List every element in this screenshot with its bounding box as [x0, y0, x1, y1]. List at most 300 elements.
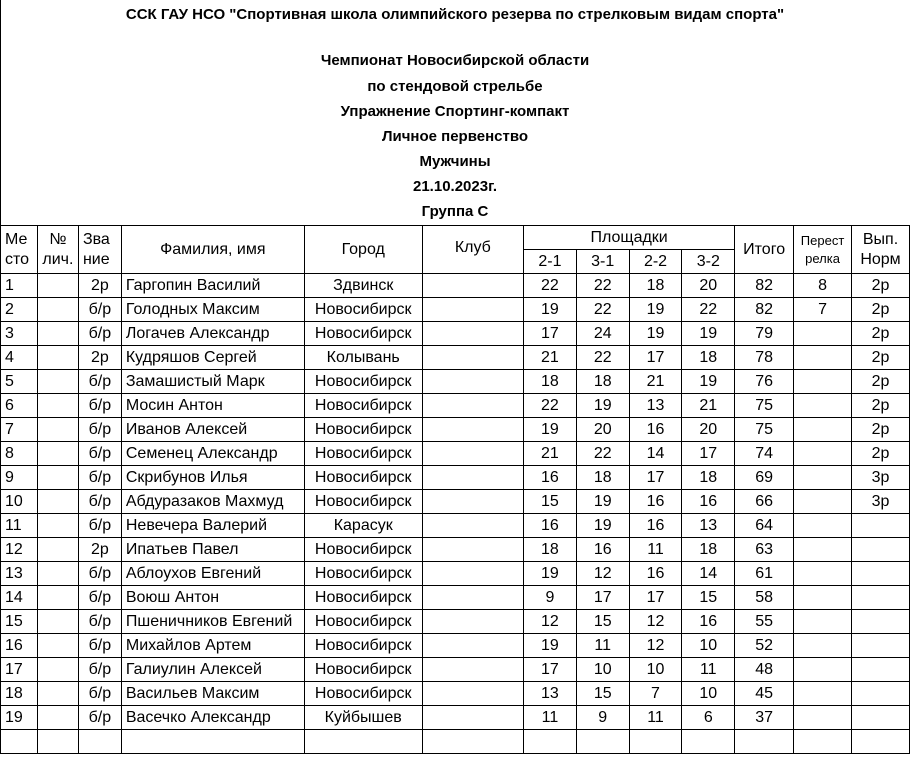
cell-station-2-1: 17: [524, 658, 577, 682]
cell-norm: [852, 562, 910, 586]
cell-number: [37, 274, 78, 298]
cell-total: 63: [735, 538, 794, 562]
cell-station-3-2: 10: [682, 682, 735, 706]
cell-rank: 2р: [78, 346, 121, 370]
cell-station-2-1: 19: [524, 634, 577, 658]
cell-shootoff: [794, 586, 852, 610]
cell-rank: б/р: [78, 586, 121, 610]
cell-station-2-2: 17: [629, 586, 682, 610]
cell-shootoff: [794, 682, 852, 706]
cell-total: 69: [735, 466, 794, 490]
results-table: [0, 225, 910, 754]
cell-name: Абдуразаков Махмуд: [121, 490, 304, 514]
cell-total: 75: [735, 418, 794, 442]
cell-shootoff: [794, 634, 852, 658]
cell-total: 52: [735, 634, 794, 658]
cell-total: 75: [735, 394, 794, 418]
cell-station-2-1: 16: [524, 466, 577, 490]
cell-station-3-2: 11: [682, 658, 735, 682]
cell-rank: 2р: [78, 274, 121, 298]
cell-station-3-1: 20: [576, 418, 629, 442]
cell-number: [37, 370, 78, 394]
cell-station-3-2: 13: [682, 514, 735, 538]
cell-club: [422, 322, 523, 346]
cell-station-2-1: 19: [524, 562, 577, 586]
cell-place: 8: [1, 442, 38, 466]
cell-name: Скрибунов Илья: [121, 466, 304, 490]
cell-total: 78: [735, 346, 794, 370]
cell-station-3-1: 19: [576, 490, 629, 514]
cell-station-3-2: 22: [682, 298, 735, 322]
cell-club: [422, 682, 523, 706]
cell-station-2-1: 16: [524, 514, 577, 538]
cell-norm: 3р: [852, 490, 910, 514]
cell-shootoff: [794, 514, 852, 538]
cell-station-2-2: 16: [629, 562, 682, 586]
cell-station-2-2: 7: [629, 682, 682, 706]
cell-station-2-1: 22: [524, 394, 577, 418]
cell-place: 10: [1, 490, 38, 514]
cell-total: 74: [735, 442, 794, 466]
cell-club: [422, 730, 523, 754]
cell-station-3-1: 15: [576, 610, 629, 634]
col-station-3-2: 3-2: [682, 250, 735, 274]
cell-shootoff: [794, 394, 852, 418]
cell-name: Воюш Антон: [121, 586, 304, 610]
cell-station-2-1: [524, 730, 577, 754]
cell-station-3-1: 22: [576, 442, 629, 466]
cell-station-2-1: 17: [524, 322, 577, 346]
cell-station-3-2: 14: [682, 562, 735, 586]
cell-name: Васечко Александр: [121, 706, 304, 730]
cell-station-3-1: 15: [576, 682, 629, 706]
col-number: № лич.: [37, 226, 78, 274]
cell-station-2-2: 12: [629, 634, 682, 658]
cell-place: 11: [1, 514, 38, 538]
cell-rank: 2р: [78, 538, 121, 562]
cell-name: Пшеничников Евгений: [121, 610, 304, 634]
cell-station-3-1: 19: [576, 394, 629, 418]
cell-station-3-1: 18: [576, 466, 629, 490]
cell-number: [37, 682, 78, 706]
cell-station-3-1: 10: [576, 658, 629, 682]
cell-place: 13: [1, 562, 38, 586]
cell-station-3-1: 9: [576, 706, 629, 730]
cell-rank: б/р: [78, 658, 121, 682]
cell-number: [37, 442, 78, 466]
cell-rank: б/р: [78, 466, 121, 490]
cell-name: Аблоухов Евгений: [121, 562, 304, 586]
cell-rank: б/р: [78, 562, 121, 586]
cell-norm: [852, 610, 910, 634]
cell-total: 79: [735, 322, 794, 346]
cell-shootoff: [794, 418, 852, 442]
cell-norm: 2р: [852, 442, 910, 466]
cell-station-2-1: 18: [524, 370, 577, 394]
competition-title-line2: по стендовой стрельбе: [367, 78, 543, 95]
cell-station-3-2: 18: [682, 466, 735, 490]
cell-number: [37, 730, 78, 754]
cell-city: Новосибирск: [304, 634, 422, 658]
cell-number: [37, 658, 78, 682]
cell-place: 6: [1, 394, 38, 418]
cell-city: Карасук: [304, 514, 422, 538]
cell-station-2-2: 16: [629, 490, 682, 514]
cell-club: [422, 538, 523, 562]
cell-station-2-2: 17: [629, 346, 682, 370]
cell-station-3-1: [576, 730, 629, 754]
cell-city: Новосибирск: [304, 394, 422, 418]
cell-city: Колывань: [304, 346, 422, 370]
table-row: [1, 682, 910, 706]
col-stations: Площадки: [524, 226, 735, 250]
cell-station-2-1: 12: [524, 610, 577, 634]
table-row: [1, 658, 910, 682]
cell-number: [37, 418, 78, 442]
cell-total: 76: [735, 370, 794, 394]
cell-rank: б/р: [78, 706, 121, 730]
cell-station-2-1: 13: [524, 682, 577, 706]
cell-station-3-1: 11: [576, 634, 629, 658]
table-row: [1, 730, 910, 754]
cell-total: 82: [735, 298, 794, 322]
cell-club: [422, 274, 523, 298]
cell-norm: [852, 634, 910, 658]
cell-norm: 3р: [852, 466, 910, 490]
cell-station-2-1: 19: [524, 298, 577, 322]
cell-name: Невечера Валерий: [121, 514, 304, 538]
cell-station-3-2: 18: [682, 346, 735, 370]
cell-number: [37, 634, 78, 658]
cell-station-2-2: 18: [629, 274, 682, 298]
table-row: [1, 346, 910, 370]
cell-total: 55: [735, 610, 794, 634]
table-row: [1, 466, 910, 490]
cell-rank: б/р: [78, 514, 121, 538]
group-title: Группа С: [421, 203, 489, 220]
cell-station-2-2: 19: [629, 322, 682, 346]
table-row: [1, 586, 910, 610]
cell-station-3-1: 17: [576, 586, 629, 610]
table-row: [1, 610, 910, 634]
cell-name: Васильев Максим: [121, 682, 304, 706]
cell-shootoff: 7: [794, 298, 852, 322]
cell-place: [1, 730, 38, 754]
cell-shootoff: [794, 538, 852, 562]
cell-shootoff: [794, 658, 852, 682]
cell-station-3-2: 19: [682, 370, 735, 394]
exercise-title: Упражнение Спортинг-компакт: [340, 103, 570, 120]
cell-name: Гаргопин Василий: [121, 274, 304, 298]
cell-city: [304, 730, 422, 754]
cell-station-2-2: [629, 730, 682, 754]
table-row: [1, 274, 910, 298]
cell-norm: [852, 586, 910, 610]
cell-club: [422, 442, 523, 466]
cell-total: 45: [735, 682, 794, 706]
cell-place: 4: [1, 346, 38, 370]
cell-station-3-2: 16: [682, 490, 735, 514]
table-row: [1, 490, 910, 514]
cell-station-3-1: 22: [576, 274, 629, 298]
cell-number: [37, 490, 78, 514]
cell-norm: [852, 658, 910, 682]
table-row: [1, 322, 910, 346]
cell-station-2-2: 16: [629, 418, 682, 442]
cell-station-2-1: 22: [524, 274, 577, 298]
cell-name: Семенец Александр: [121, 442, 304, 466]
cell-station-3-2: [682, 730, 735, 754]
cell-norm: 2р: [852, 274, 910, 298]
col-station-2-1: 2-1: [524, 250, 577, 274]
cell-number: [37, 586, 78, 610]
organization-title: ССК ГАУ НСО "Спортивная школа олимпийского резерва по стрелковым видам спорта": [125, 6, 785, 23]
cell-norm: 2р: [852, 370, 910, 394]
cell-station-2-2: 13: [629, 394, 682, 418]
cell-name: Замашистый Марк: [121, 370, 304, 394]
cell-shootoff: [794, 706, 852, 730]
cell-station-2-2: 19: [629, 298, 682, 322]
competition-title-line1: Чемпионат Новосибирской области: [320, 52, 590, 69]
cell-rank: [78, 730, 121, 754]
cell-club: [422, 466, 523, 490]
cell-norm: 2р: [852, 394, 910, 418]
col-station-2-2: 2-2: [629, 250, 682, 274]
cell-station-2-2: 17: [629, 466, 682, 490]
cell-station-3-2: 16: [682, 610, 735, 634]
cell-station-2-2: 11: [629, 538, 682, 562]
cell-total: 82: [735, 274, 794, 298]
cell-number: [37, 610, 78, 634]
col-name: Фамилия, имя: [121, 226, 304, 274]
table-row: [1, 706, 910, 730]
cell-rank: б/р: [78, 634, 121, 658]
cell-shootoff: [794, 466, 852, 490]
cell-city: Новосибирск: [304, 418, 422, 442]
cell-rank: б/р: [78, 322, 121, 346]
cell-norm: 2р: [852, 298, 910, 322]
cell-shootoff: 8: [794, 274, 852, 298]
cell-club: [422, 346, 523, 370]
cell-station-3-2: 6: [682, 706, 735, 730]
cell-name: Логачев Александр: [121, 322, 304, 346]
cell-number: [37, 322, 78, 346]
col-total: Итого: [735, 226, 794, 274]
table-row: [1, 298, 910, 322]
cell-club: [422, 514, 523, 538]
table-row: [1, 562, 910, 586]
table-row: [1, 634, 910, 658]
cell-place: 3: [1, 322, 38, 346]
cell-city: Новосибирск: [304, 370, 422, 394]
cell-club: [422, 490, 523, 514]
cell-shootoff: [794, 490, 852, 514]
cell-club: [422, 562, 523, 586]
cell-place: 16: [1, 634, 38, 658]
cell-station-3-1: 12: [576, 562, 629, 586]
cell-station-2-2: 12: [629, 610, 682, 634]
cell-city: Новосибирск: [304, 682, 422, 706]
cell-station-3-1: 22: [576, 346, 629, 370]
cell-place: 5: [1, 370, 38, 394]
cell-name: Ипатьев Павел: [121, 538, 304, 562]
cell-club: [422, 610, 523, 634]
cell-shootoff: [794, 610, 852, 634]
cell-norm: [852, 706, 910, 730]
cell-shootoff: [794, 322, 852, 346]
cell-shootoff: [794, 442, 852, 466]
cell-place: 2: [1, 298, 38, 322]
cell-norm: 2р: [852, 346, 910, 370]
cell-place: 18: [1, 682, 38, 706]
cell-station-3-1: 22: [576, 298, 629, 322]
table-row: [1, 370, 910, 394]
cell-name: Иванов Алексей: [121, 418, 304, 442]
cell-city: Здвинск: [304, 274, 422, 298]
cell-city: Новосибирск: [304, 562, 422, 586]
cell-club: [422, 418, 523, 442]
cell-rank: б/р: [78, 370, 121, 394]
cell-place: 14: [1, 586, 38, 610]
cell-station-3-1: 19: [576, 514, 629, 538]
cell-norm: 2р: [852, 418, 910, 442]
col-norm: Вып. Норм: [852, 226, 910, 274]
cell-city: Новосибирск: [304, 658, 422, 682]
cell-rank: б/р: [78, 418, 121, 442]
table-row: [1, 418, 910, 442]
cell-name: [121, 730, 304, 754]
cell-shootoff: [794, 730, 852, 754]
table-body: [1, 274, 910, 754]
cell-city: Новосибирск: [304, 490, 422, 514]
cell-station-3-2: 20: [682, 418, 735, 442]
cell-total: 61: [735, 562, 794, 586]
cell-shootoff: [794, 370, 852, 394]
cell-norm: [852, 538, 910, 562]
col-place: Ме сто: [1, 226, 38, 274]
cell-number: [37, 562, 78, 586]
cell-station-3-1: 18: [576, 370, 629, 394]
cell-place: 9: [1, 466, 38, 490]
cell-city: Новосибирск: [304, 586, 422, 610]
cell-club: [422, 706, 523, 730]
cell-total: 64: [735, 514, 794, 538]
cell-shootoff: [794, 346, 852, 370]
cell-name: Кудряшов Сергей: [121, 346, 304, 370]
cell-city: Новосибирск: [304, 442, 422, 466]
cell-station-3-1: 16: [576, 538, 629, 562]
cell-station-3-2: 10: [682, 634, 735, 658]
cell-station-2-2: 10: [629, 658, 682, 682]
cell-station-2-1: 18: [524, 538, 577, 562]
cell-norm: 2р: [852, 322, 910, 346]
cell-club: [422, 586, 523, 610]
cell-total: 48: [735, 658, 794, 682]
cell-station-2-1: 21: [524, 346, 577, 370]
cell-station-2-1: 15: [524, 490, 577, 514]
cell-norm: [852, 514, 910, 538]
cell-total: 66: [735, 490, 794, 514]
col-rank: Зва ние: [78, 226, 121, 274]
cell-city: Новосибирск: [304, 610, 422, 634]
cell-place: 1: [1, 274, 38, 298]
cell-rank: б/р: [78, 490, 121, 514]
cell-number: [37, 346, 78, 370]
category-title: Мужчины: [419, 153, 491, 170]
cell-station-2-1: 9: [524, 586, 577, 610]
cell-city: Новосибирск: [304, 322, 422, 346]
cell-number: [37, 706, 78, 730]
cell-station-3-2: 20: [682, 274, 735, 298]
col-city: Город: [304, 226, 422, 274]
cell-city: Новосибирск: [304, 298, 422, 322]
event-type: Личное первенство: [381, 128, 529, 145]
cell-place: 12: [1, 538, 38, 562]
cell-club: [422, 634, 523, 658]
cell-station-3-2: 15: [682, 586, 735, 610]
cell-station-3-1: 24: [576, 322, 629, 346]
table-row: [1, 394, 910, 418]
cell-number: [37, 514, 78, 538]
cell-rank: б/р: [78, 442, 121, 466]
cell-name: Михайлов Артем: [121, 634, 304, 658]
cell-station-3-2: 19: [682, 322, 735, 346]
cell-city: Новосибирск: [304, 466, 422, 490]
cell-station-2-2: 21: [629, 370, 682, 394]
cell-norm: [852, 682, 910, 706]
col-club: Клуб: [422, 226, 523, 274]
cell-station-3-2: 18: [682, 538, 735, 562]
cell-name: Мосин Антон: [121, 394, 304, 418]
cell-station-2-1: 19: [524, 418, 577, 442]
cell-number: [37, 298, 78, 322]
cell-station-2-1: 21: [524, 442, 577, 466]
cell-place: 15: [1, 610, 38, 634]
cell-club: [422, 370, 523, 394]
event-date: 21.10.2023г.: [413, 178, 497, 195]
table-row: [1, 538, 910, 562]
cell-rank: б/р: [78, 682, 121, 706]
table-header: [1, 226, 910, 274]
cell-shootoff: [794, 562, 852, 586]
cell-number: [37, 466, 78, 490]
cell-club: [422, 298, 523, 322]
cell-station-2-2: 16: [629, 514, 682, 538]
cell-city: Новосибирск: [304, 538, 422, 562]
col-shootoff: Перест релка: [794, 226, 852, 274]
cell-name: Галиулин Алексей: [121, 658, 304, 682]
cell-station-3-2: 17: [682, 442, 735, 466]
cell-total: 37: [735, 706, 794, 730]
cell-number: [37, 394, 78, 418]
col-station-3-1: 3-1: [576, 250, 629, 274]
cell-station-2-1: 11: [524, 706, 577, 730]
cell-club: [422, 394, 523, 418]
table-row: [1, 514, 910, 538]
cell-rank: б/р: [78, 610, 121, 634]
cell-rank: б/р: [78, 394, 121, 418]
cell-club: [422, 658, 523, 682]
cell-name: Голодных Максим: [121, 298, 304, 322]
cell-place: 17: [1, 658, 38, 682]
cell-rank: б/р: [78, 298, 121, 322]
cell-number: [37, 538, 78, 562]
cell-total: 58: [735, 586, 794, 610]
cell-total: [735, 730, 794, 754]
cell-city: Куйбышев: [304, 706, 422, 730]
cell-place: 19: [1, 706, 38, 730]
cell-norm: [852, 730, 910, 754]
